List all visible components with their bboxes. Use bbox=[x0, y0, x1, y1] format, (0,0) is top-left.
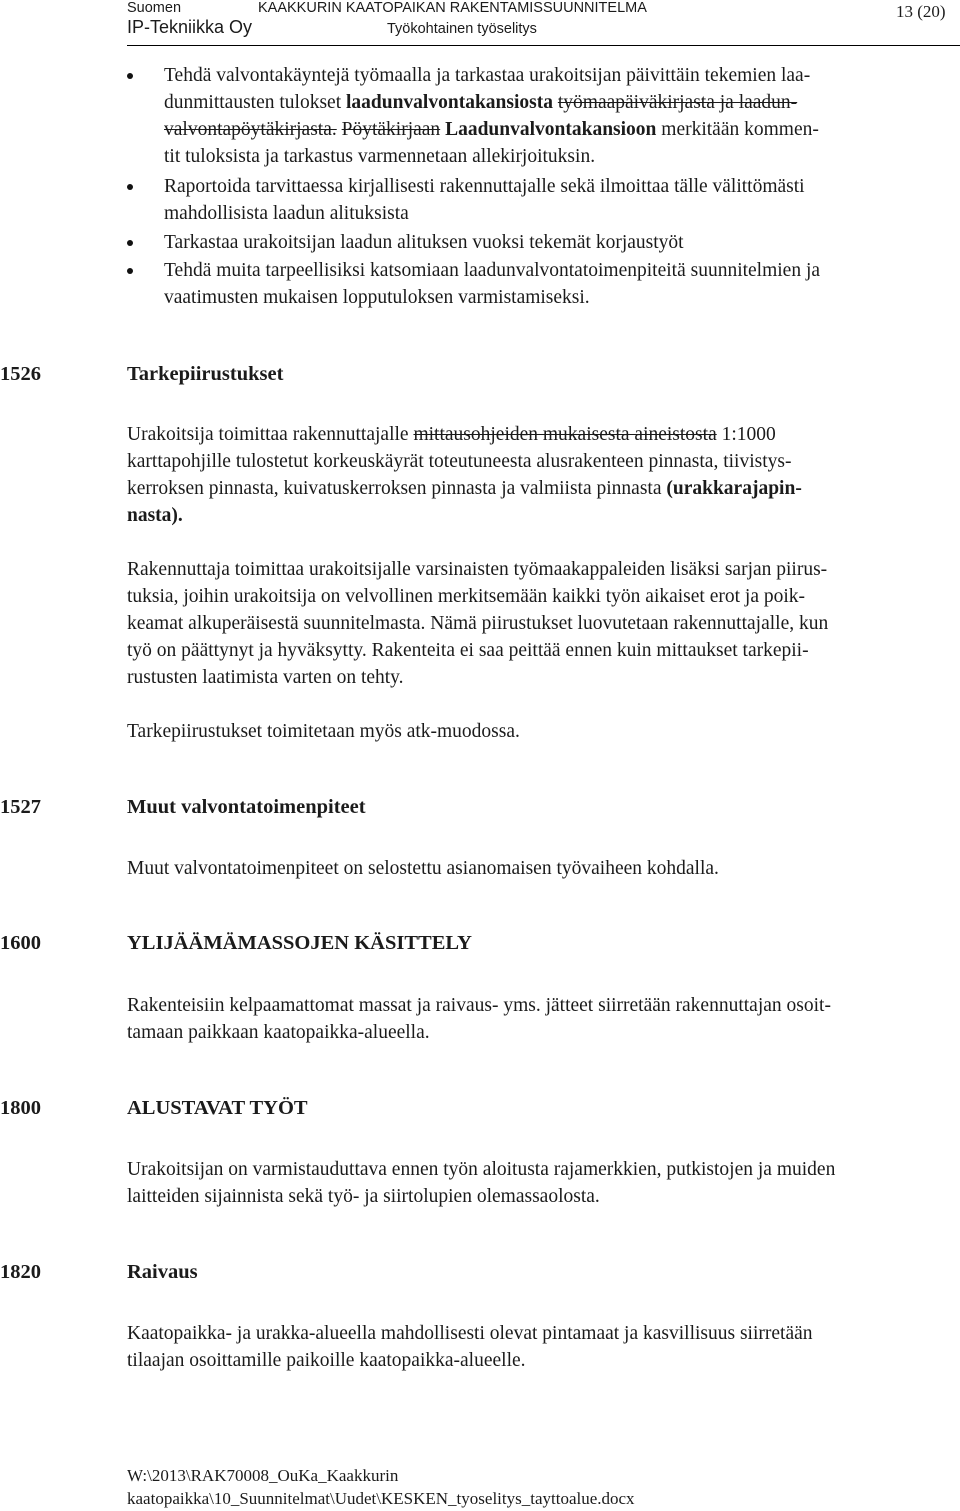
bullet-3-line-1: Tarkastaa urakoitsijan laadun alituksen vuoksi tekemät korjaustyöt bbox=[164, 232, 684, 253]
bullet-marker bbox=[127, 240, 133, 246]
paragraph-text: kerroksen pinnasta, kuivatuskerroksen pinnasta ja valmiista pinnasta bbox=[127, 478, 667, 499]
paragraph-line bbox=[127, 503, 183, 529]
bullet-1-deleted-text: Pöytäkirjaan bbox=[341, 119, 441, 140]
paragraph-line: keamat alkuperäisestä suunnitelmasta. Nämä piirustukset luovutetaan rakennuttajalle, kun bbox=[127, 613, 829, 634]
section-number: 1527 bbox=[0, 796, 41, 818]
bullet-2-line-2: mahdollisista laadun alituksista bbox=[164, 203, 409, 224]
bold-text: nasta). bbox=[127, 505, 183, 526]
paragraph-line bbox=[127, 476, 802, 502]
paragraph-text: Urakoitsija toimittaa rakennuttajalle bbox=[127, 424, 414, 445]
header-language: Suomen bbox=[127, 0, 182, 16]
header-company: IP-Tekniikka Oy bbox=[127, 17, 253, 37]
paragraph-line: laitteiden sijainnista sekä työ- ja siirtolupien olemassaolosta. bbox=[127, 1186, 600, 1207]
bullet-1-bold-text: laadunvalvontakansiosta bbox=[345, 92, 553, 113]
header-doc-type: Työkohtainen työselitys bbox=[387, 21, 537, 37]
paragraph-line: karttapohjille tulostetut korkeuskäyrät toteutuneesta alusrakenteen pinnasta, tiivistys- bbox=[127, 451, 792, 472]
paragraph-text: 1:1000 bbox=[716, 424, 776, 445]
bullet-1-line-4: tit tuloksista ja tarkastus varmennetaan allekirjoituksin. bbox=[164, 146, 596, 167]
bullet-1-deleted-text: työmaapäiväkirjasta ja laadun- bbox=[557, 92, 798, 113]
paragraph-line: Rakenteisiin kelpaamattomat massat ja raivaus- yms. jätteet siirretään rakennuttajan osoit- bbox=[127, 995, 831, 1016]
paragraph-line: Muut valvontatoimenpiteet on selostettu asianomaisen työvaiheen kohdalla. bbox=[127, 858, 719, 879]
bullet-4-line-1: Tehdä muita tarpeellisiksi katsomiaan laadunvalvontatoimenpiteitä suunnitelmien ja bbox=[164, 260, 821, 281]
section-title: Muut valvontatoimenpiteet bbox=[127, 796, 366, 818]
section-title: Raivaus bbox=[127, 1261, 198, 1283]
paragraph-line: Kaatopaikka- ja urakka-alueella mahdollisesti olevat pintamaat ja kasvillisuus siirretään bbox=[127, 1323, 813, 1344]
header-doc-title: KAAKKURIN KAATOPAIKAN RAKENTAMISSUUNNITELMA bbox=[258, 0, 647, 16]
paragraph-line: Urakoitsijan on varmistauduttava ennen työn aloitusta rajamerkkien, putkistojen ja muiden bbox=[127, 1159, 836, 1180]
paragraph-line: tuksia, joihin urakoitsija on velvollinen merkitsemään kaikki työn aikaiset erot ja poik- bbox=[127, 586, 806, 607]
paragraph-line bbox=[127, 422, 776, 448]
paragraph-line: tamaan paikkaan kaatopaikka-alueella. bbox=[127, 1022, 430, 1043]
bullet-marker bbox=[127, 268, 133, 274]
bullet-1-line-3 bbox=[164, 117, 819, 143]
deleted-text: mittausohjeiden mukaisesta aineistosta bbox=[413, 424, 717, 445]
bullet-1-deleted-text: valvontapöytäkirjasta. bbox=[164, 119, 337, 140]
bullet-4-line-2: vaatimusten mukaisen lopputuloksen varmistamiseksi. bbox=[164, 287, 590, 308]
bold-text: (urakkarajapin- bbox=[666, 478, 802, 499]
section-title: ALUSTAVAT TYÖT bbox=[127, 1097, 308, 1119]
paragraph-line: Tarkepiirustukset toimitetaan myös atk-muodossa. bbox=[127, 721, 520, 742]
section-number: 1800 bbox=[0, 1097, 41, 1119]
footer-file-path: W:\2013\RAK70008_OuKa_Kaakkurin bbox=[127, 1466, 399, 1485]
paragraph-line: rustusten laatimista varten on tehty. bbox=[127, 667, 404, 688]
paragraph-line: tilaajan osoittamille paikoille kaatopaikka-alueelle. bbox=[127, 1350, 526, 1371]
section-title: Tarkepiirustukset bbox=[127, 363, 284, 385]
paragraph-line: Rakennuttaja toimittaa urakoitsijalle varsinaisten työmaakappaleiden lisäksi sarjan piirus- bbox=[127, 559, 828, 580]
bullet-1-line-2 bbox=[164, 90, 797, 116]
page-number: 13 (20) bbox=[896, 2, 946, 21]
bullet-marker bbox=[127, 184, 133, 190]
section-number: 1600 bbox=[0, 932, 41, 954]
bullet-1-text: merkitään kommen- bbox=[656, 119, 819, 140]
bullet-2-line-1: Raportoida tarvittaessa kirjallisesti rakennuttajalle sekä ilmoittaa tälle välittömästi bbox=[164, 176, 805, 197]
bullet-1-text: dunmittausten tulokset bbox=[164, 92, 346, 113]
paragraph-line: työ on päättynyt ja hyväksytty. Rakenteita ei saa peittää ennen kuin mittaukset tarkepii- bbox=[127, 640, 809, 661]
section-number: 1526 bbox=[0, 363, 41, 385]
section-title: YLIJÄÄMÄMASSOJEN KÄSITTELY bbox=[127, 932, 472, 954]
section-number: 1820 bbox=[0, 1261, 41, 1283]
bullet-1-bold-text: Laadunvalvontakansioon bbox=[440, 119, 657, 140]
footer-file-path: kaatopaikka\10_Suunnitelmat\Uudet\KESKEN_tyoselitys_tayttoalue.docx bbox=[127, 1489, 635, 1508]
header-divider bbox=[127, 45, 960, 46]
bullet-1-line-1: Tehdä valvontakäyntejä työmaalla ja tarkastaa urakoitsijan päivittäin tekemien laa- bbox=[164, 65, 811, 86]
bullet-marker bbox=[127, 73, 133, 79]
